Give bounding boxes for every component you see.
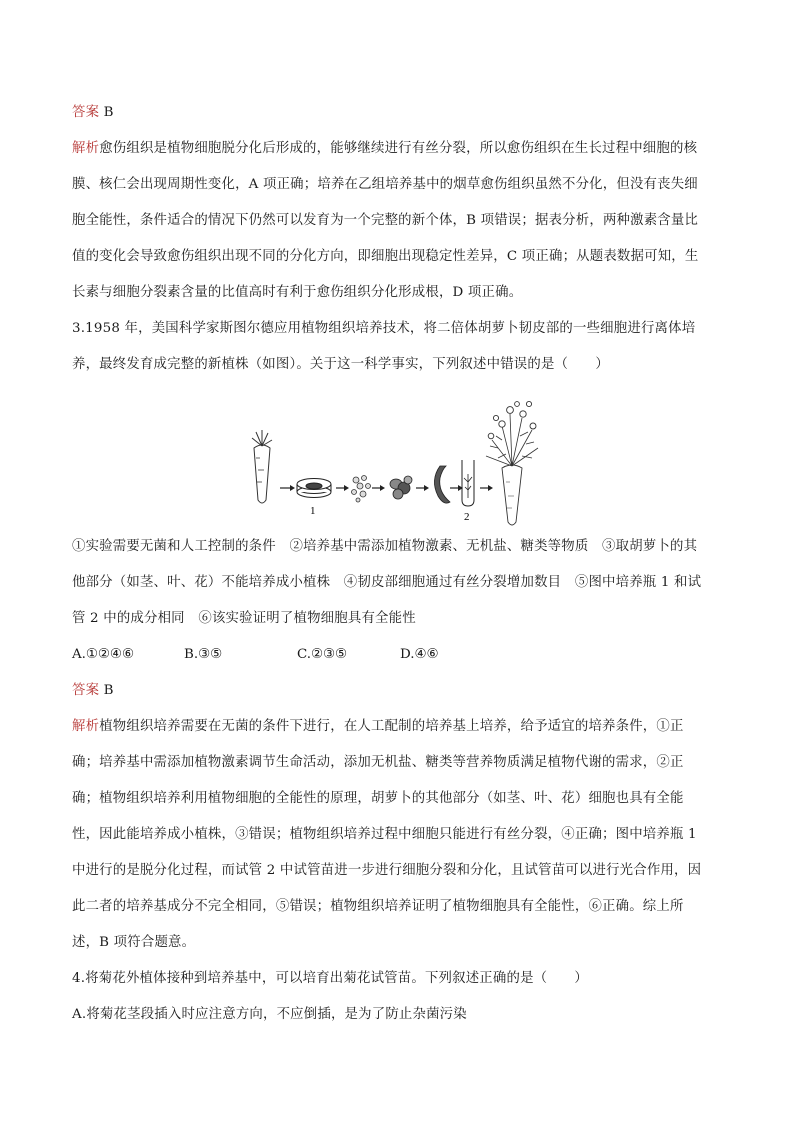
cell-cluster-icon <box>352 476 371 503</box>
tube-label: 2 <box>464 511 470 523</box>
q3-analysis-line: 此二者的培养基成分不完全相同，⑤错误；植物组织培养证明了植物细胞具有全能性，⑥正确。综上所 <box>72 899 684 914</box>
analysis-label: 解析 <box>72 141 100 156</box>
embryo-icon <box>434 466 450 503</box>
answer-value: B <box>99 105 114 120</box>
tissue-culture-figure <box>240 396 560 528</box>
q3-analysis-line: 解析植物组织培养需要在无菌的条件下进行，在人工配制的培养基上培养，给予适宜的培养条件，①正 <box>72 719 684 734</box>
test-tube-icon <box>462 460 474 506</box>
q3-analysis-line: 中进行的是脱分化过程，而试管 2 中试管苗进一步进行细胞分裂和分化，且试管苗可以进行光合作用，因 <box>72 863 702 878</box>
q2-analysis-line: 解析愈伤组织是植物细胞脱分化后形成的，能够继续进行有丝分裂，所以愈伤组织在生长过程中细胞的核 <box>72 141 698 156</box>
q2-analysis-line: 长素与细胞分裂素含量的比值高时有利于愈伤组织分化形成根，D 项正确。 <box>72 285 523 300</box>
q3-analysis-line: 确；培养基中需添加植物激素调节生命活动，添加无机盐、糖类等营养物质满足植物代谢的需求，②正 <box>72 755 684 770</box>
q3-analysis-line: 确；植物组织培养利用植物细胞的全能性的原理，胡萝卜的其他部分（如茎、叶、花）细胞也具有全能 <box>72 791 684 806</box>
arrow-head-icon <box>380 485 385 491</box>
culture-flask-icon <box>297 479 331 498</box>
option-b: B.③⑤ <box>184 647 223 662</box>
option-d: D.④⑥ <box>400 647 439 662</box>
q3-stem-line: 3.1958 年，美国科学家斯图尔德应用植物组织培养技术，将二倍体胡萝卜韧皮部的一些细胞进行离体培 <box>72 321 696 336</box>
option-a: A.①②④⑥ <box>72 647 134 662</box>
arrow-head-icon <box>424 485 429 491</box>
embryoid-icon <box>390 476 412 499</box>
q3-analysis-line: 性，因此能培养成小植株，③错误；植物组织培养过程中细胞只能进行有丝分裂，④正确；图中培养瓶 1 <box>72 827 697 842</box>
answer-value: B <box>99 683 114 698</box>
option-c: C.②③⑤ <box>297 647 348 662</box>
q3-analysis-line: 述，B 项符合题意。 <box>72 935 196 950</box>
q2-analysis-line: 胞全能性，条件适合的情况下仍然可以发育为一个完整的新个体，B 项错误；据表分析，两种激素含量比 <box>72 213 699 228</box>
q4-option-a: A.将菊花茎段插入时应注意方向，不应倒插，是为了防止杂菌污染 <box>72 1007 467 1022</box>
arrow-head-icon <box>290 485 295 491</box>
carrot-icon <box>252 430 272 503</box>
q2-analysis-line: 值的变化会导致愈伤组织出现不同的分化方向，即细胞出现稳定性差异，C 项正确；从题表数据可知，生 <box>72 249 699 264</box>
flask-label: 1 <box>310 505 316 517</box>
q4-stem: 4.将菊花外植体接种到培养基中，可以培育出菊花试管苗。下列叙述正确的是（ ） <box>72 971 589 986</box>
q3-statement-line: ①实验需要无菌和人工控制的条件 ②培养基中需添加植物激素、无机盐、糖类等物质 ③取胡萝卜的其 <box>72 539 698 554</box>
q2-answer <box>72 104 114 122</box>
q3-stem-line: 养，最终发育成完整的新植株（如图）。关于这一科学事实，下列叙述中错误的是（ ） <box>72 357 609 372</box>
answer-label: 答案 <box>72 105 100 120</box>
flowering-carrot-icon <box>486 401 538 525</box>
q3-statement-line: 管 2 中的成分相同 ⑥该实验证明了植物细胞具有全能性 <box>72 611 416 626</box>
analysis-label: 解析 <box>72 719 100 734</box>
arrow-head-icon <box>488 485 493 491</box>
q3-answer <box>72 682 114 700</box>
q2-analysis-line: 膜、核仁会出现周期性变化，A 项正确；培养在乙组培养基中的烟草愈伤组织虽然不分化，但没有丧失细 <box>72 177 698 192</box>
q3-statement-line: 他部分（如茎、叶、花）不能培养成小植株 ④韧皮部细胞通过有丝分裂增加数目 ⑤图中培养瓶 1 和试 <box>72 575 702 590</box>
answer-label: 答案 <box>72 683 100 698</box>
arrow-head-icon <box>344 485 349 491</box>
